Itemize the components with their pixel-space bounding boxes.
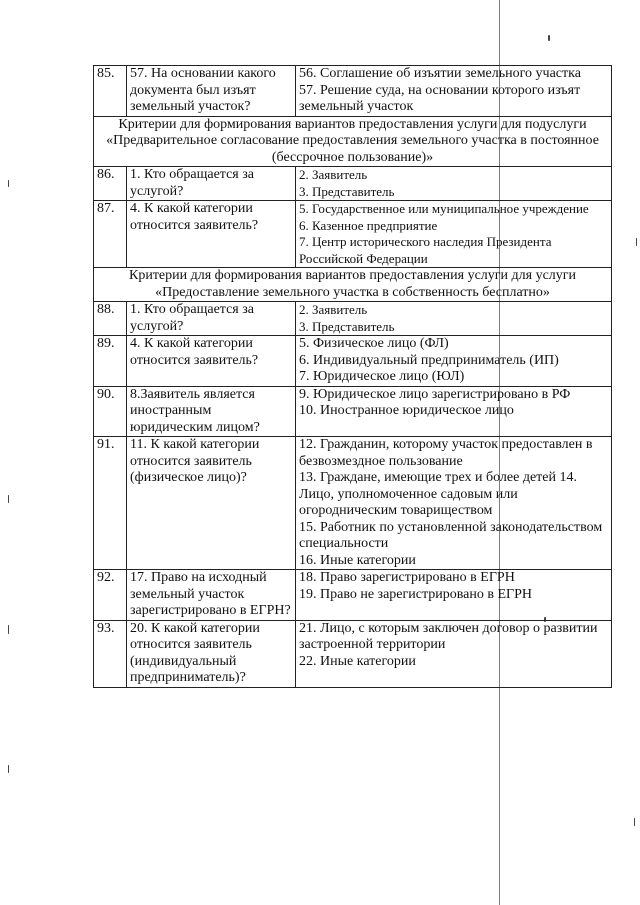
criteria-table: [93, 65, 612, 688]
question-cell: 4. К какой категории относится заявитель?: [127, 336, 296, 387]
answers-cell: [296, 386, 612, 437]
answers-cell: [296, 570, 612, 621]
question-cell: 1. Кто обращается за услугой?: [127, 167, 296, 201]
table-row: [94, 437, 612, 570]
question-cell: 1. Кто обращается за услугой?: [127, 302, 296, 336]
answer-item: 13. Граждане, имеющие трех и более детей 14. Лицо, уполномоченное садовым или огородническим товариществом: [299, 470, 577, 518]
answers-cell: [296, 302, 612, 336]
answer-item: 21. Лицо, с которым заключен договор о развитии застроенной территории: [299, 620, 598, 652]
answers-cell: [296, 437, 612, 570]
row-number: 92.: [94, 570, 127, 621]
answers-cell: [296, 201, 612, 268]
question-cell: 8.Заявитель является иностранным юридическим лицом?: [127, 386, 296, 437]
scan-speck: [8, 765, 9, 773]
answer-item: 15. Работник по установленной законодательством специальности: [299, 519, 603, 551]
answer-item: 5. Государственное или муниципальное учреждение: [299, 201, 589, 216]
section-title: Критерии для формирования вариантов предоставления услуги для подуслуги: [118, 116, 587, 132]
answer-item: 7. Центр исторического наследия Президента Российской Федерации: [299, 234, 552, 266]
row-number: 91.: [94, 437, 127, 570]
section-header-row: [94, 116, 612, 167]
question-cell: 17. Право на исходный земельный участок зарегистрировано в ЕГРН?: [127, 570, 296, 621]
scan-speck: [636, 238, 637, 246]
answers-cell: [296, 620, 612, 687]
scan-speck: [634, 818, 635, 826]
answer-item: 5. Физическое лицо (ФЛ): [299, 336, 449, 351]
answer-item: 3. Представитель: [299, 318, 395, 334]
answer-item: 6. Казенное предприятие: [299, 217, 438, 233]
answer-item: 12. Гражданин, которому участок предоставлен в безвозмездное пользование: [299, 437, 593, 469]
row-number: 87.: [94, 201, 127, 268]
answer-item: 9. Юридическое лицо зарегистрировано в РФ: [299, 386, 571, 402]
row-number: 90.: [94, 386, 127, 437]
answer-item: 22. Иные категории: [299, 653, 416, 669]
scan-speck: [8, 180, 9, 187]
answer-item: 3. Представитель: [299, 183, 395, 199]
table-row: [94, 66, 612, 117]
answers-cell: [296, 336, 612, 387]
question-cell: 57. На основании какого документа был изъят земельный участок?: [127, 66, 296, 117]
answer-item: 2. Заявитель: [299, 167, 368, 182]
section-title: Критерии для формирования вариантов предоставления услуги для услуги: [128, 268, 577, 283]
row-number: 86.: [94, 167, 127, 201]
section-header-row: [94, 268, 612, 302]
table-row: [94, 201, 612, 268]
table-row: [94, 570, 612, 621]
question-cell: 20. К какой категории относится заявитель (индивидуальный предприниматель)?: [127, 620, 296, 687]
section-subtitle: «Предоставление земельного участка в собственность бесплатно»: [155, 284, 550, 300]
answer-item: 19. Право не зарегистрировано в ЕГРН: [299, 586, 533, 602]
row-number: 93.: [94, 620, 127, 687]
scan-speck: [8, 625, 9, 634]
section-header: [94, 268, 612, 302]
answer-item: 2. Заявитель: [299, 302, 368, 317]
section-subtitle: «Предварительное согласование предоставления земельного участка в постоянное (бессрочное пользование)»: [106, 133, 599, 165]
scan-speck: [548, 35, 550, 41]
table-row: [94, 620, 612, 687]
answer-item: 56. Соглашение об изъятии земельного участка: [299, 66, 581, 81]
answer-item: 16. Иные категории: [299, 552, 416, 568]
table-row: [94, 167, 612, 201]
answer-item: 18. Право зарегистрировано в ЕГРН: [299, 570, 515, 585]
question-cell: 4. К какой категории относится заявитель?: [127, 201, 296, 268]
table-row: [94, 336, 612, 387]
section-header: [94, 116, 612, 167]
answer-item: 7. Юридическое лицо (ЮЛ): [299, 369, 465, 384]
answer-item: 57. Решение суда, на основании которого изъят земельный участок: [299, 82, 581, 114]
question-cell: 11. К какой категории относится заявитель (физическое лицо)?: [127, 437, 296, 570]
answers-cell: [296, 66, 612, 117]
row-number: 89.: [94, 336, 127, 387]
table-row: [94, 386, 612, 437]
table-row: [94, 302, 612, 336]
answer-item: 10. Иностранное юридическое лицо: [299, 403, 514, 418]
row-number: 88.: [94, 302, 127, 336]
row-number: 85.: [94, 66, 127, 117]
answers-cell: [296, 167, 612, 201]
scan-speck: [8, 495, 9, 503]
answer-item: 6. Индивидуальный предприниматель (ИП): [299, 352, 559, 368]
